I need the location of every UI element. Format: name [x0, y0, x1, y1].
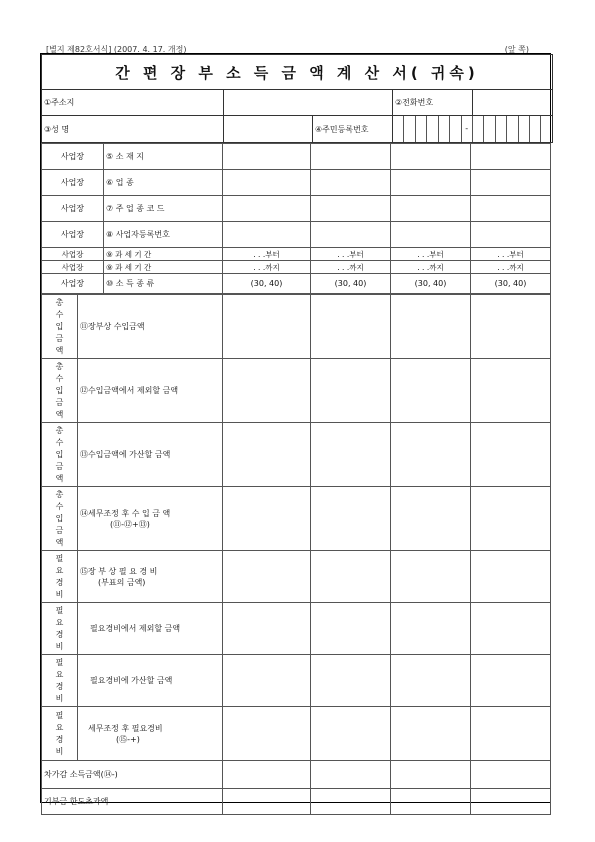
book-revenue-cell[interactable]	[391, 295, 471, 359]
total-revenue-side-label: 총 수 입 금 액	[42, 423, 78, 487]
location-cell[interactable]	[311, 144, 391, 170]
period-start-cell[interactable]: . . .부터	[391, 248, 471, 261]
adjusted-expense-label: 세무조정 후 필요경비 (⑮-+)	[78, 707, 223, 761]
book-expense-cell[interactable]	[391, 551, 471, 603]
adjusted-revenue-cell[interactable]	[471, 487, 551, 551]
location-label: ⑤ 소 재 지	[104, 144, 223, 170]
tax-form	[40, 53, 551, 806]
industry-code-cell[interactable]	[223, 196, 311, 222]
total-revenue-side-label: 총 수 입 금 액	[42, 295, 78, 359]
revenue-exclusion-cell[interactable]	[391, 359, 471, 423]
book-revenue-cell[interactable]	[311, 295, 391, 359]
phone-field[interactable]	[473, 90, 553, 116]
total-revenue-side-label: 총 수 입 금 액	[42, 487, 78, 551]
period-end-cell[interactable]: . . .까지	[311, 261, 391, 274]
net-income-cell[interactable]	[223, 761, 311, 789]
net-income-cell[interactable]	[471, 761, 551, 789]
address-field[interactable]	[224, 90, 393, 116]
resident-id-boxes[interactable]	[393, 116, 553, 143]
adjusted-expense-formula: (⑮-+)	[116, 734, 140, 744]
business-side-label: 사업장	[42, 144, 104, 170]
expense-side-label: 필 요 경 비	[42, 551, 78, 603]
period-end-cell[interactable]: . . .까지	[391, 261, 471, 274]
net-income-cell[interactable]	[391, 761, 471, 789]
income-type-cell[interactable]: (30, 40)	[471, 274, 551, 294]
industry-label: ⑥ 업 종	[104, 170, 223, 196]
period-end-cell[interactable]: . . .까지	[471, 261, 551, 274]
donation-excess-cell[interactable]	[471, 789, 551, 815]
income-type-label: ⑩ 소 득 종 류	[104, 274, 223, 294]
book-revenue-label: ⑪장부상 수입금액	[78, 295, 223, 359]
location-cell[interactable]	[391, 144, 471, 170]
income-type-cell[interactable]: (30, 40)	[391, 274, 471, 294]
revenue-exclusion-cell[interactable]	[471, 359, 551, 423]
net-income-cell[interactable]	[311, 761, 391, 789]
expense-addition-cell[interactable]	[311, 655, 391, 707]
business-side-label: 사업장	[42, 261, 104, 274]
expense-addition-cell[interactable]	[471, 655, 551, 707]
industry-cell[interactable]	[311, 170, 391, 196]
revenue-addition-cell[interactable]	[391, 423, 471, 487]
industry-code-cell[interactable]	[471, 196, 551, 222]
expense-side-label: 필 요 경 비	[42, 655, 78, 707]
expense-addition-cell[interactable]	[223, 655, 311, 707]
business-side-label: 사업장	[42, 222, 104, 248]
form-number: [별지 제82호서식] (2007. 4. 17. 개정)	[46, 45, 187, 54]
expense-side-label: 필 요 경 비	[42, 603, 78, 655]
donation-excess-cell[interactable]	[311, 789, 391, 815]
address-label: ①주소지	[42, 90, 224, 116]
book-revenue-cell[interactable]	[471, 295, 551, 359]
expense-exclusion-cell[interactable]	[223, 603, 311, 655]
business-side-label: 사업장	[42, 248, 104, 261]
net-income-label: 차가감 소득금액(⑭-)	[42, 761, 223, 789]
book-expense-cell[interactable]	[223, 551, 311, 603]
business-side-label: 사업장	[42, 196, 104, 222]
industry-cell[interactable]	[471, 170, 551, 196]
adjusted-revenue-label: ⑭세무조정 후 수 입 금 액 (⑪-⑫+⑬)	[78, 487, 223, 551]
location-cell[interactable]	[223, 144, 311, 170]
name-field[interactable]	[224, 116, 313, 143]
period-end-cell[interactable]: . . .까지	[223, 261, 311, 274]
book-expense-label: ⑮장 부 상 필 요 경 비 (부표의 금액)	[78, 551, 223, 603]
business-side-label: 사업장	[42, 170, 104, 196]
book-expense-note: (부표의 금액)	[98, 577, 146, 587]
industry-cell[interactable]	[223, 170, 311, 196]
period-start-cell[interactable]: . . .부터	[311, 248, 391, 261]
expense-exclusion-cell[interactable]	[391, 603, 471, 655]
revenue-addition-cell[interactable]	[311, 423, 391, 487]
phone-label: ②전화번호	[393, 90, 473, 116]
business-number-cell[interactable]	[223, 222, 311, 248]
revenue-exclusion-cell[interactable]	[311, 359, 391, 423]
name-label: ③성 명	[42, 116, 224, 143]
business-number-label: ⑧ 사업자등록번호	[104, 222, 223, 248]
location-cell[interactable]	[471, 144, 551, 170]
donation-excess-cell[interactable]	[391, 789, 471, 815]
form-title: 간 편 장 부 소 득 금 액 계 산 서( 귀속)	[42, 55, 553, 90]
revenue-exclusion-cell[interactable]	[223, 359, 311, 423]
book-expense-cell[interactable]	[471, 551, 551, 603]
business-side-label: 사업장	[42, 274, 104, 294]
resident-id-label: ④주민등록번호	[313, 116, 393, 143]
revenue-exclusion-label: ⑫수입금액에서 제외할 금액	[78, 359, 223, 423]
period-label: ⑨ 과 세 기 간	[104, 261, 223, 274]
revenue-addition-label: ⑬수입금액에 가산할 금액	[78, 423, 223, 487]
book-expense-cell[interactable]	[311, 551, 391, 603]
expense-addition-label: 필요경비에 가산할 금액	[78, 655, 223, 707]
adjusted-revenue-cell[interactable]	[311, 487, 391, 551]
expense-exclusion-label: 필요경비에서 제외할 금액	[78, 603, 223, 655]
adjusted-revenue-formula: (⑪-⑫+⑬)	[110, 519, 150, 529]
page-side-label: (앞 쪽)	[504, 45, 529, 54]
adjusted-expense-cell[interactable]	[311, 707, 391, 761]
expense-side-label: 필 요 경 비	[42, 707, 78, 761]
period-start-cell[interactable]: . . .부터	[223, 248, 311, 261]
adjusted-expense-cell[interactable]	[471, 707, 551, 761]
period-start-cell[interactable]: . . .부터	[471, 248, 551, 261]
donation-excess-label: 기부금 한도초과액	[42, 789, 223, 815]
industry-code-cell[interactable]	[391, 196, 471, 222]
business-number-cell[interactable]	[471, 222, 551, 248]
income-type-cell[interactable]: (30, 40)	[223, 274, 311, 294]
income-type-cell[interactable]: (30, 40)	[311, 274, 391, 294]
id-dash: -	[462, 116, 473, 142]
adjusted-revenue-cell[interactable]	[391, 487, 471, 551]
revenue-addition-cell[interactable]	[223, 423, 311, 487]
revenue-addition-cell[interactable]	[471, 423, 551, 487]
expense-addition-cell[interactable]	[391, 655, 471, 707]
total-revenue-side-label: 총 수 입 금 액	[42, 359, 78, 423]
industry-code-cell[interactable]	[311, 196, 391, 222]
expense-exclusion-cell[interactable]	[471, 603, 551, 655]
adjusted-expense-cell[interactable]	[223, 707, 311, 761]
book-revenue-cell[interactable]	[223, 295, 311, 359]
business-number-cell[interactable]	[391, 222, 471, 248]
donation-excess-cell[interactable]	[223, 789, 311, 815]
business-number-cell[interactable]	[311, 222, 391, 248]
expense-exclusion-cell[interactable]	[311, 603, 391, 655]
adjusted-revenue-cell[interactable]	[223, 487, 311, 551]
industry-code-label: ⑦ 주 업 종 코 드	[104, 196, 223, 222]
industry-cell[interactable]	[391, 170, 471, 196]
adjusted-expense-cell[interactable]	[391, 707, 471, 761]
period-label: ⑨ 과 세 기 간	[104, 248, 223, 261]
